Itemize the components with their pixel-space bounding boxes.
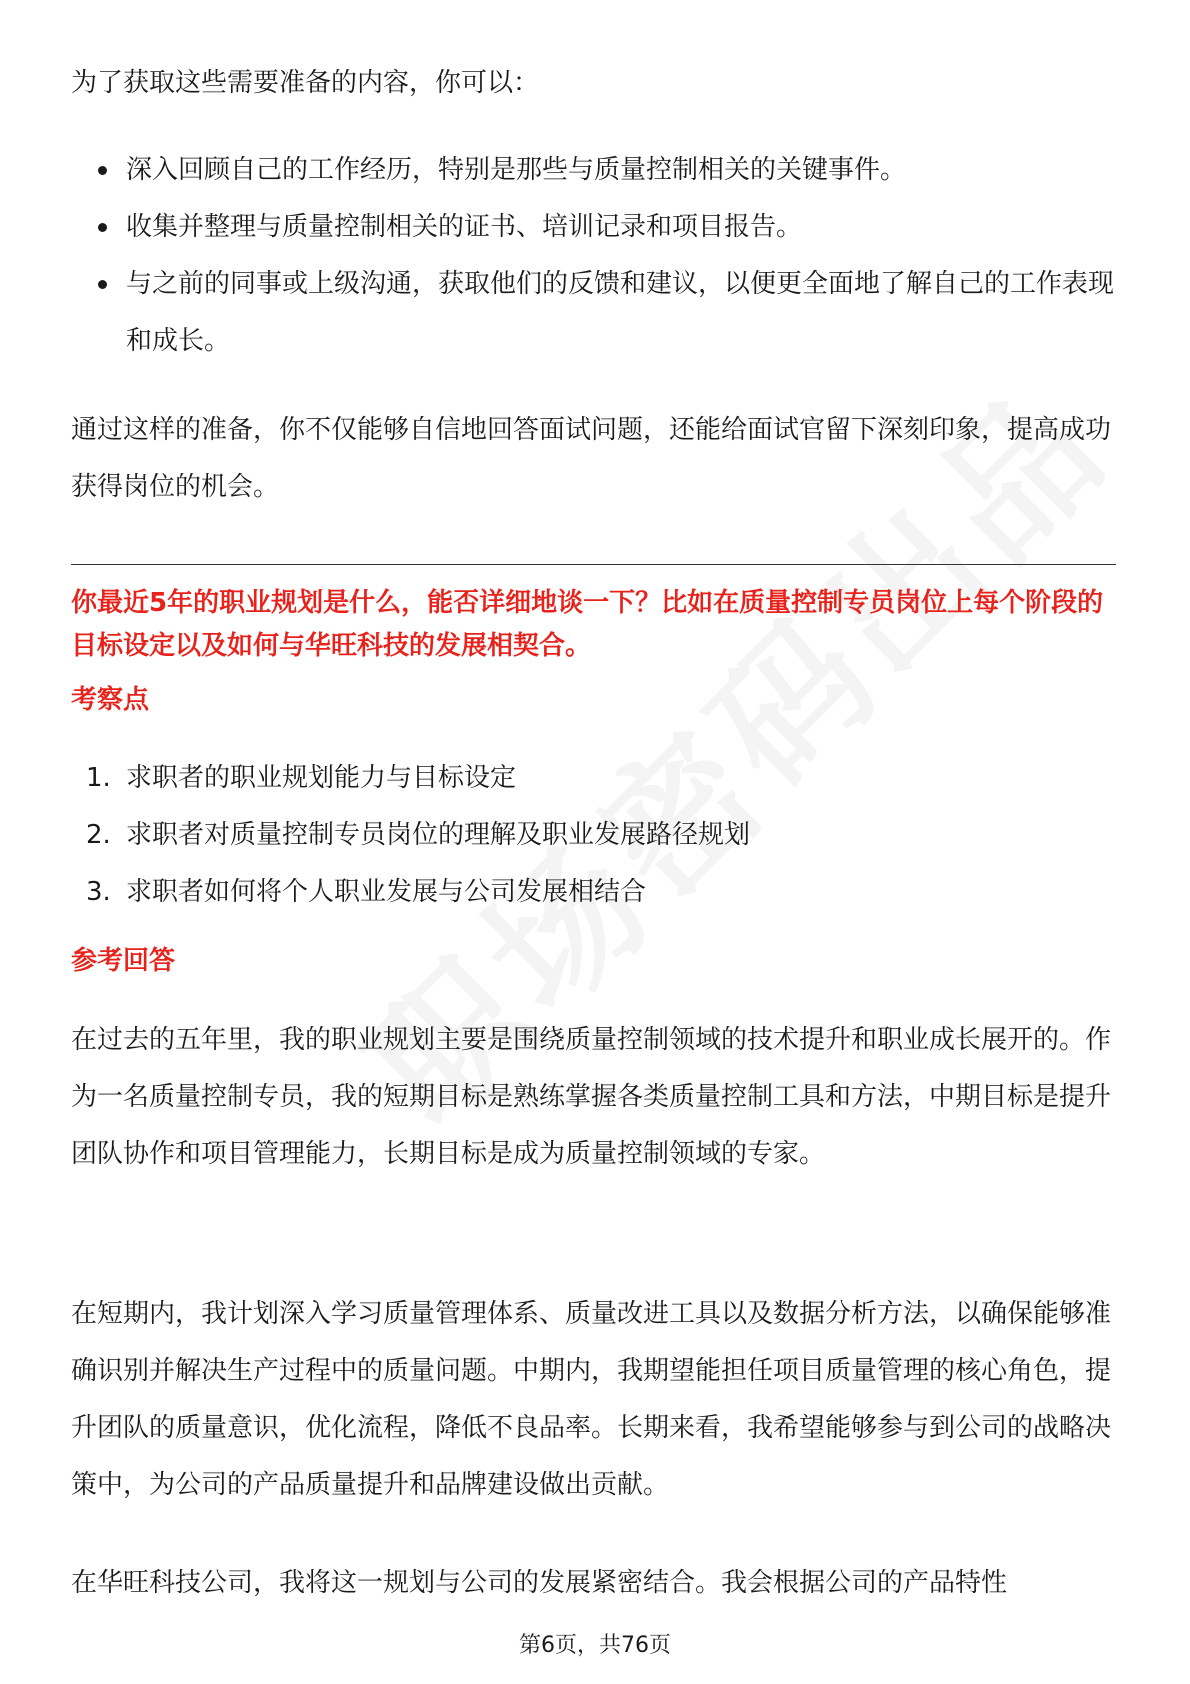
- section-divider: [71, 564, 1116, 565]
- list-item: [71, 864, 1116, 921]
- answer-paragraph: 在过去的五年里，我的职业规划主要是围绕质量控制领域的技术提升和职业成长展开的。作为一名质量控制专员，我的短期目标是熟练掌握各类质量控制工具和方法，中期目标是提升团队协作和项目管理能力，长期目标是成为质量控制领域的专家。: [71, 1025, 1112, 1169]
- list-item-text: 收集并整理与质量控制相关的证书、培训记录和项目报告。: [126, 212, 803, 242]
- closing-paragraph: 通过这样的准备，你不仅能够自信地回答面试问题，还能给面试官留下深刻印象，提高成功获得岗位的机会。: [71, 415, 1112, 502]
- bullet-dot-icon: [98, 166, 107, 175]
- list-item-text: 求职者如何将个人职业发展与公司发展相结合: [126, 877, 647, 907]
- list-number: 2.: [86, 820, 111, 850]
- answer-paragraph: 在短期内，我计划深入学习质量管理体系、质量改进工具以及数据分析方法，以确保能够准确识别并解决生产过程中的质量问题。中期内，我期望能担任项目质量管理的核心角色，提升团队的质量意识，优化流程，降低不良品率。长期来看，我希望能够参与到公司的战略决策中，为公司的产品质量提升和品牌建设做出贡献。: [71, 1299, 1112, 1500]
- interview-question: 你最近5年的职业规划是什么，能否详细地谈一下？比如在质量控制专员岗位上每个阶段的目标设定以及如何与华旺科技的发展相契合。: [71, 588, 1104, 661]
- answer-heading: 参考回答: [71, 946, 176, 976]
- points-list: [71, 750, 1116, 921]
- preparation-list: [71, 142, 1116, 370]
- list-number: 1.: [86, 763, 111, 793]
- list-item: [71, 199, 1116, 256]
- answer-paragraph: 在华旺科技公司，我将这一规划与公司的发展紧密结合。我会根据公司的产品特性: [71, 1568, 1008, 1598]
- list-item-text: 与之前的同事或上级沟通，获取他们的反馈和建议，以便更全面地了解自己的工作表现和成长。: [126, 269, 1115, 356]
- list-number: 3.: [86, 877, 111, 907]
- list-item: [71, 142, 1116, 199]
- bullet-dot-icon: [98, 223, 107, 232]
- bullet-dot-icon: [98, 280, 107, 289]
- list-item-text: 求职者的职业规划能力与目标设定: [126, 763, 517, 793]
- list-item-text: 求职者对质量控制专员岗位的理解及职业发展路径规划: [126, 820, 751, 850]
- points-heading: 考察点: [71, 685, 150, 715]
- intro-paragraph: 为了获取这些需要准备的内容，你可以：: [71, 68, 540, 98]
- list-item: [71, 256, 1116, 370]
- list-item: [71, 750, 1116, 807]
- list-item-text: 深入回顾自己的工作经历，特别是那些与质量控制相关的关键事件。: [126, 155, 907, 185]
- list-item: [71, 807, 1116, 864]
- page-number: 第6页，共76页: [519, 1633, 671, 1658]
